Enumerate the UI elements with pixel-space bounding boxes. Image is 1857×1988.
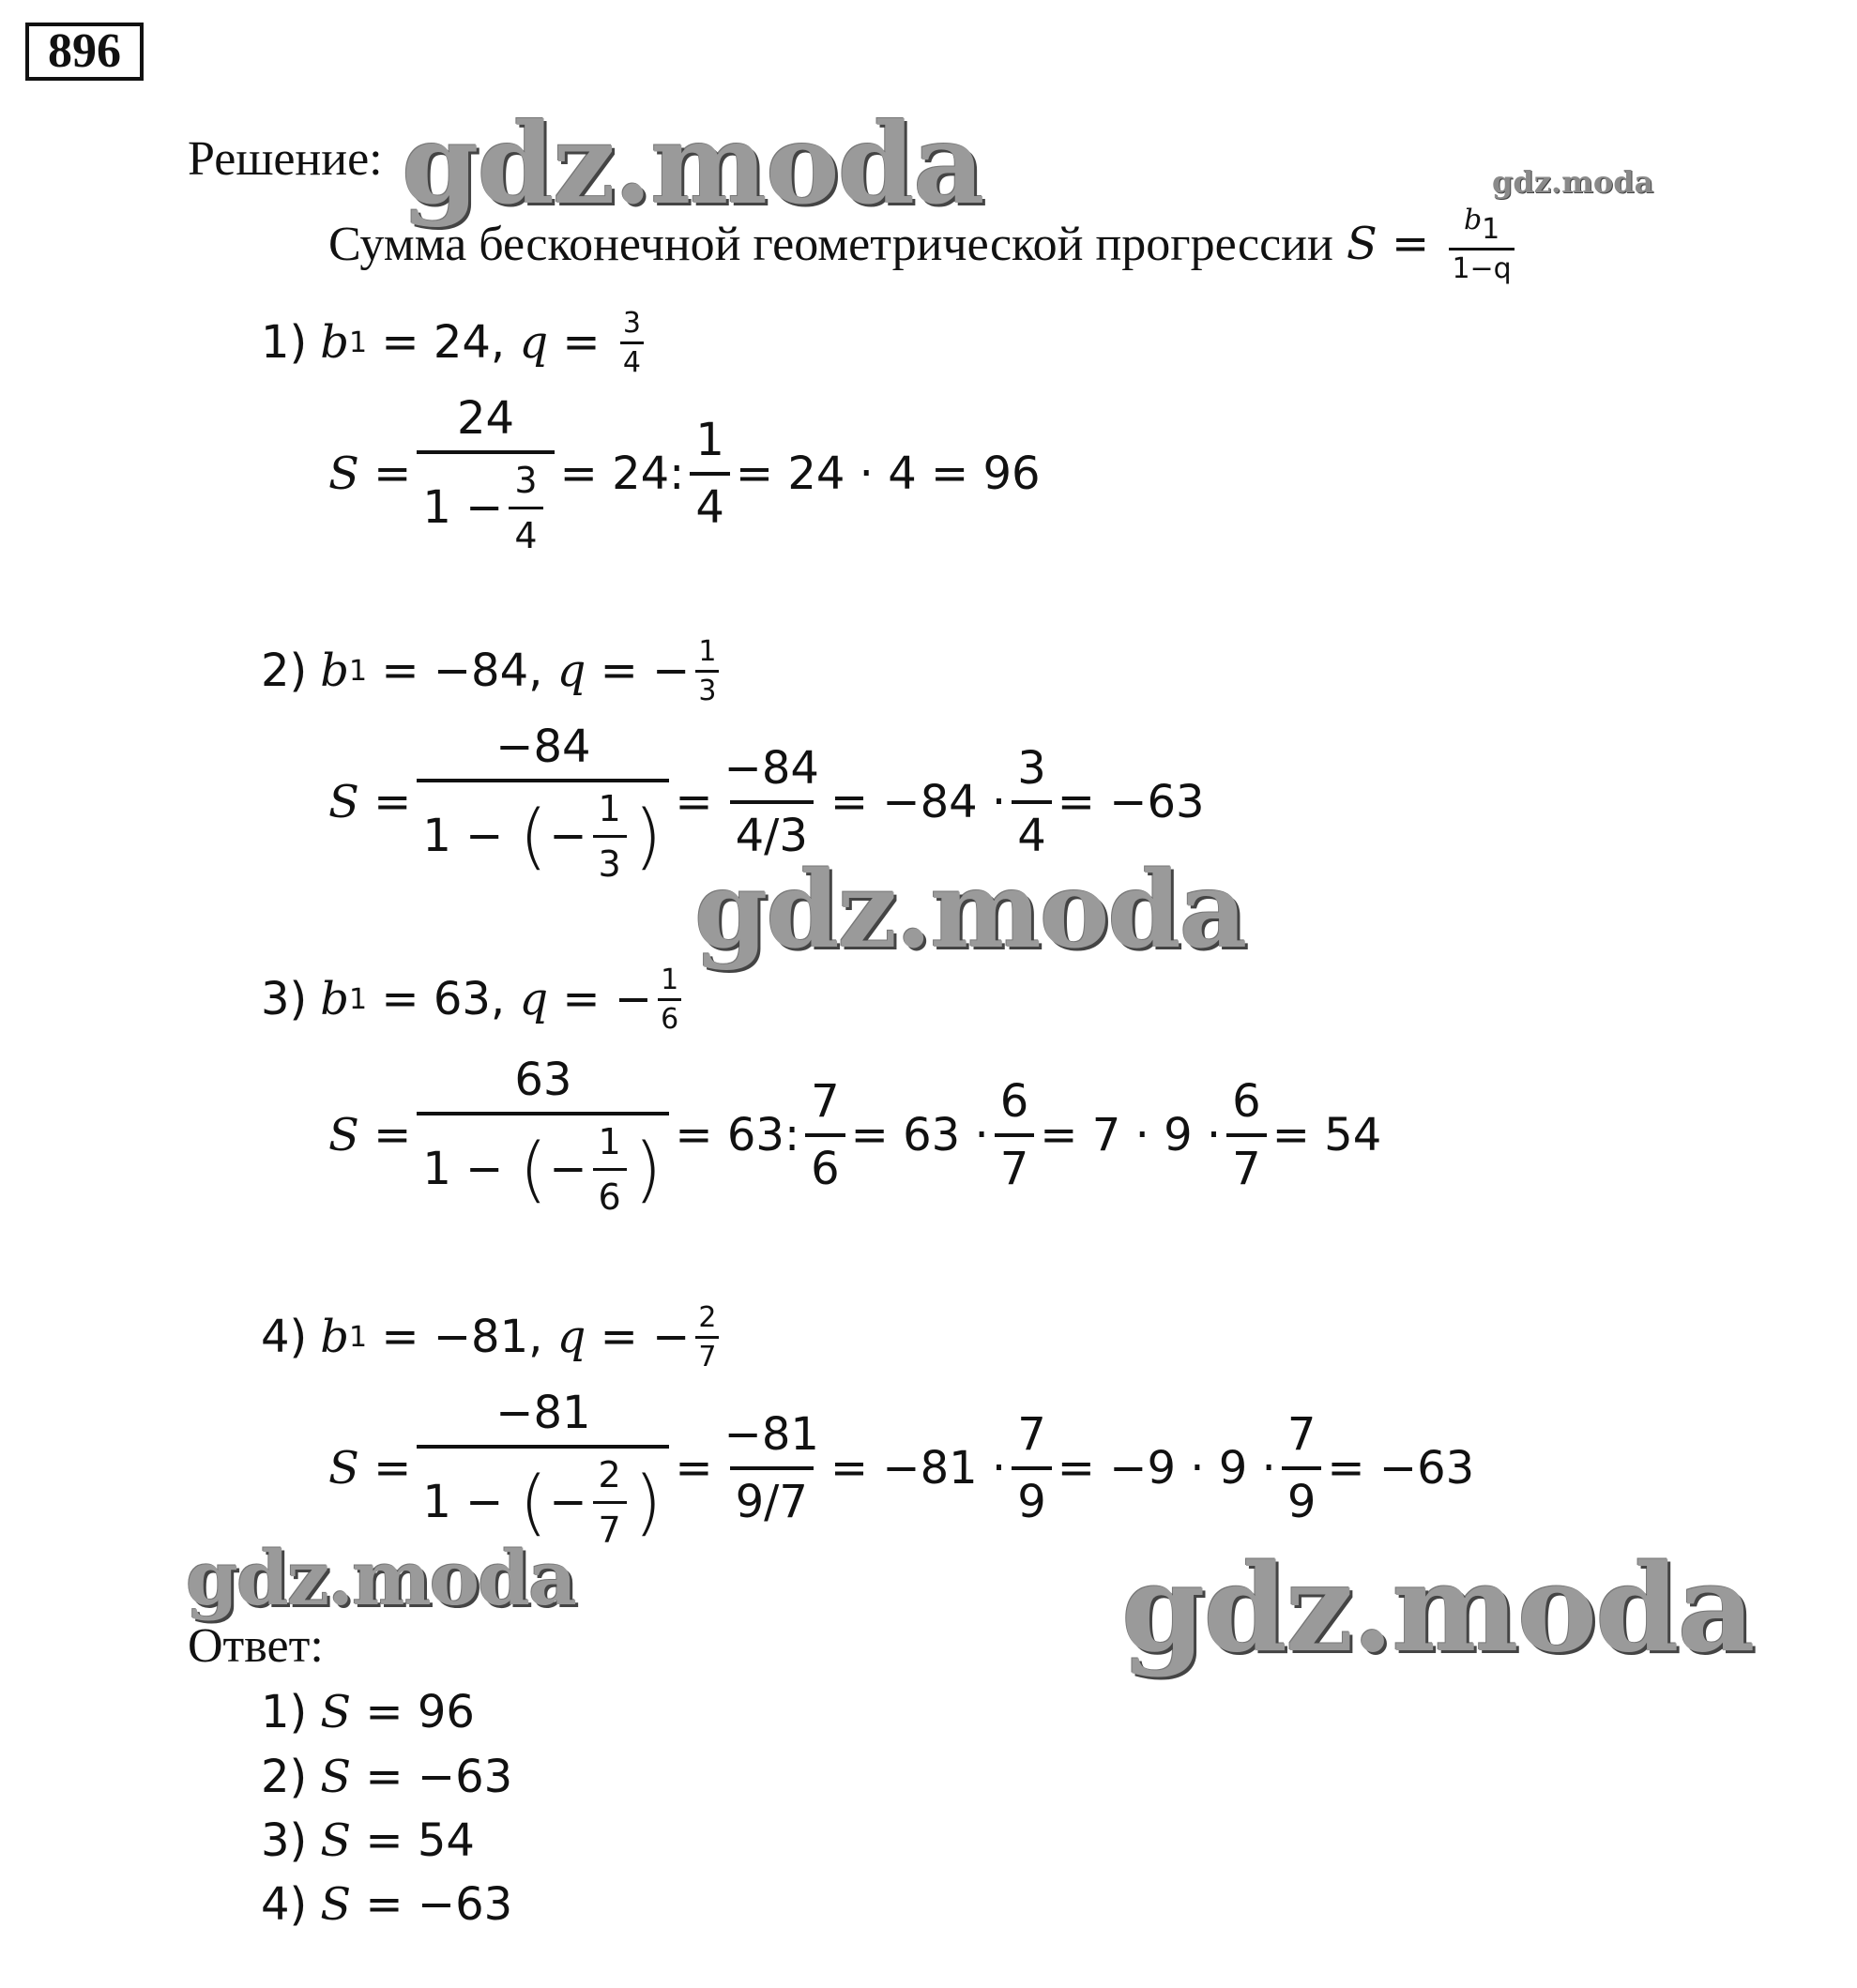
item-4-calc: S = −81 1 − ( − $\frac{2}{7}$ ) = $\frac{-81}{9/7}$ = −81 · $\frac{7}{9}$ = −9 · 9 · $\frac{7}{9}$ = −63: [328, 1386, 1475, 1551]
q-fraction: $\frac{1}{3}$: [695, 635, 719, 707]
watermark-logo: gdz.moda: [694, 849, 1246, 972]
formula-line: Сумма бесконечной геометрической прогрессии S = $\frac{b_1}{1-q}$: [328, 197, 1520, 291]
answer-1: 1) S = 96: [261, 1686, 475, 1738]
item-number: 2): [261, 645, 308, 697]
item-result: −63: [1378, 1442, 1475, 1495]
item-number: 1): [261, 316, 308, 369]
item-1-given: 1) b 1 = 24 , q = $\frac{3}{4}$: [261, 300, 649, 385]
answer-3: 3) S = 54: [261, 1814, 475, 1867]
answer-4: 4) S = −63: [261, 1878, 513, 1931]
item-3-given: 3) b 1 = 63 , q = − $\frac{1}{6}$: [261, 952, 687, 1046]
watermark-logo: gdz.moda: [1121, 1539, 1754, 1679]
item-number: 3): [261, 973, 308, 1025]
watermark-logo: gdz.moda: [1492, 164, 1654, 200]
answer-label: Ответ:: [188, 1619, 324, 1673]
answer-2: 2) S = −63: [261, 1751, 513, 1803]
q-fraction: $\frac{3}{4}$: [620, 307, 644, 379]
watermark-logo: gdz.moda: [402, 99, 983, 229]
formula-fraction: $\frac{b_1}{1-q}$: [1449, 204, 1514, 285]
q-fraction: $\frac{2}{7}$: [695, 1301, 719, 1373]
watermark-logo: gdz.moda: [186, 1534, 575, 1622]
main-fraction: 24 1 − $\frac{3}{4}$: [417, 392, 554, 556]
task-number: 896: [25, 23, 144, 81]
formula-intro: Сумма бесконечной геометрической прогрессии: [328, 217, 1333, 271]
item-1-calc: S = 24 1 − $\frac{3}{4}$ = 24: $\frac{1}{4}$ = 24 · 4 = 96: [328, 391, 1041, 556]
item-result: 54: [1324, 1109, 1382, 1161]
main-fraction: −84 1 − ( − $\frac{1}{3}$ ): [417, 721, 669, 885]
formula-lhs: S: [1346, 218, 1378, 270]
item-result: −63: [1109, 776, 1205, 828]
item-3-calc: S = 63 1 − ( − $\frac{1}{6}$ ) = 63: $\frac{7}{6}$ = 63 · $\frac{6}{7}$ = 7 · 9 · $\frac{6}{7}$ = 54: [328, 1053, 1382, 1218]
item-4-given: 4) b 1 = −81 , q = − $\frac{2}{7}$: [261, 1290, 724, 1384]
item-number: 4): [261, 1311, 308, 1363]
solution-label: Решение:: [188, 132, 383, 186]
item-2-calc: S = −84 1 − ( − $\frac{1}{3}$ ) = $\frac{-84}{4/3}$ = −84 · $\frac{3}{4}$ = −63: [328, 720, 1205, 885]
q-fraction: $\frac{1}{6}$: [658, 964, 681, 1036]
item-2-given: 2) b 1 = −84 , q = − $\frac{1}{3}$: [261, 624, 724, 718]
item-result: 96: [982, 448, 1041, 500]
main-fraction: 63 1 − ( − $\frac{1}{6}$ ): [417, 1054, 669, 1218]
main-fraction: −81 1 − ( − $\frac{2}{7}$ ): [417, 1387, 669, 1551]
